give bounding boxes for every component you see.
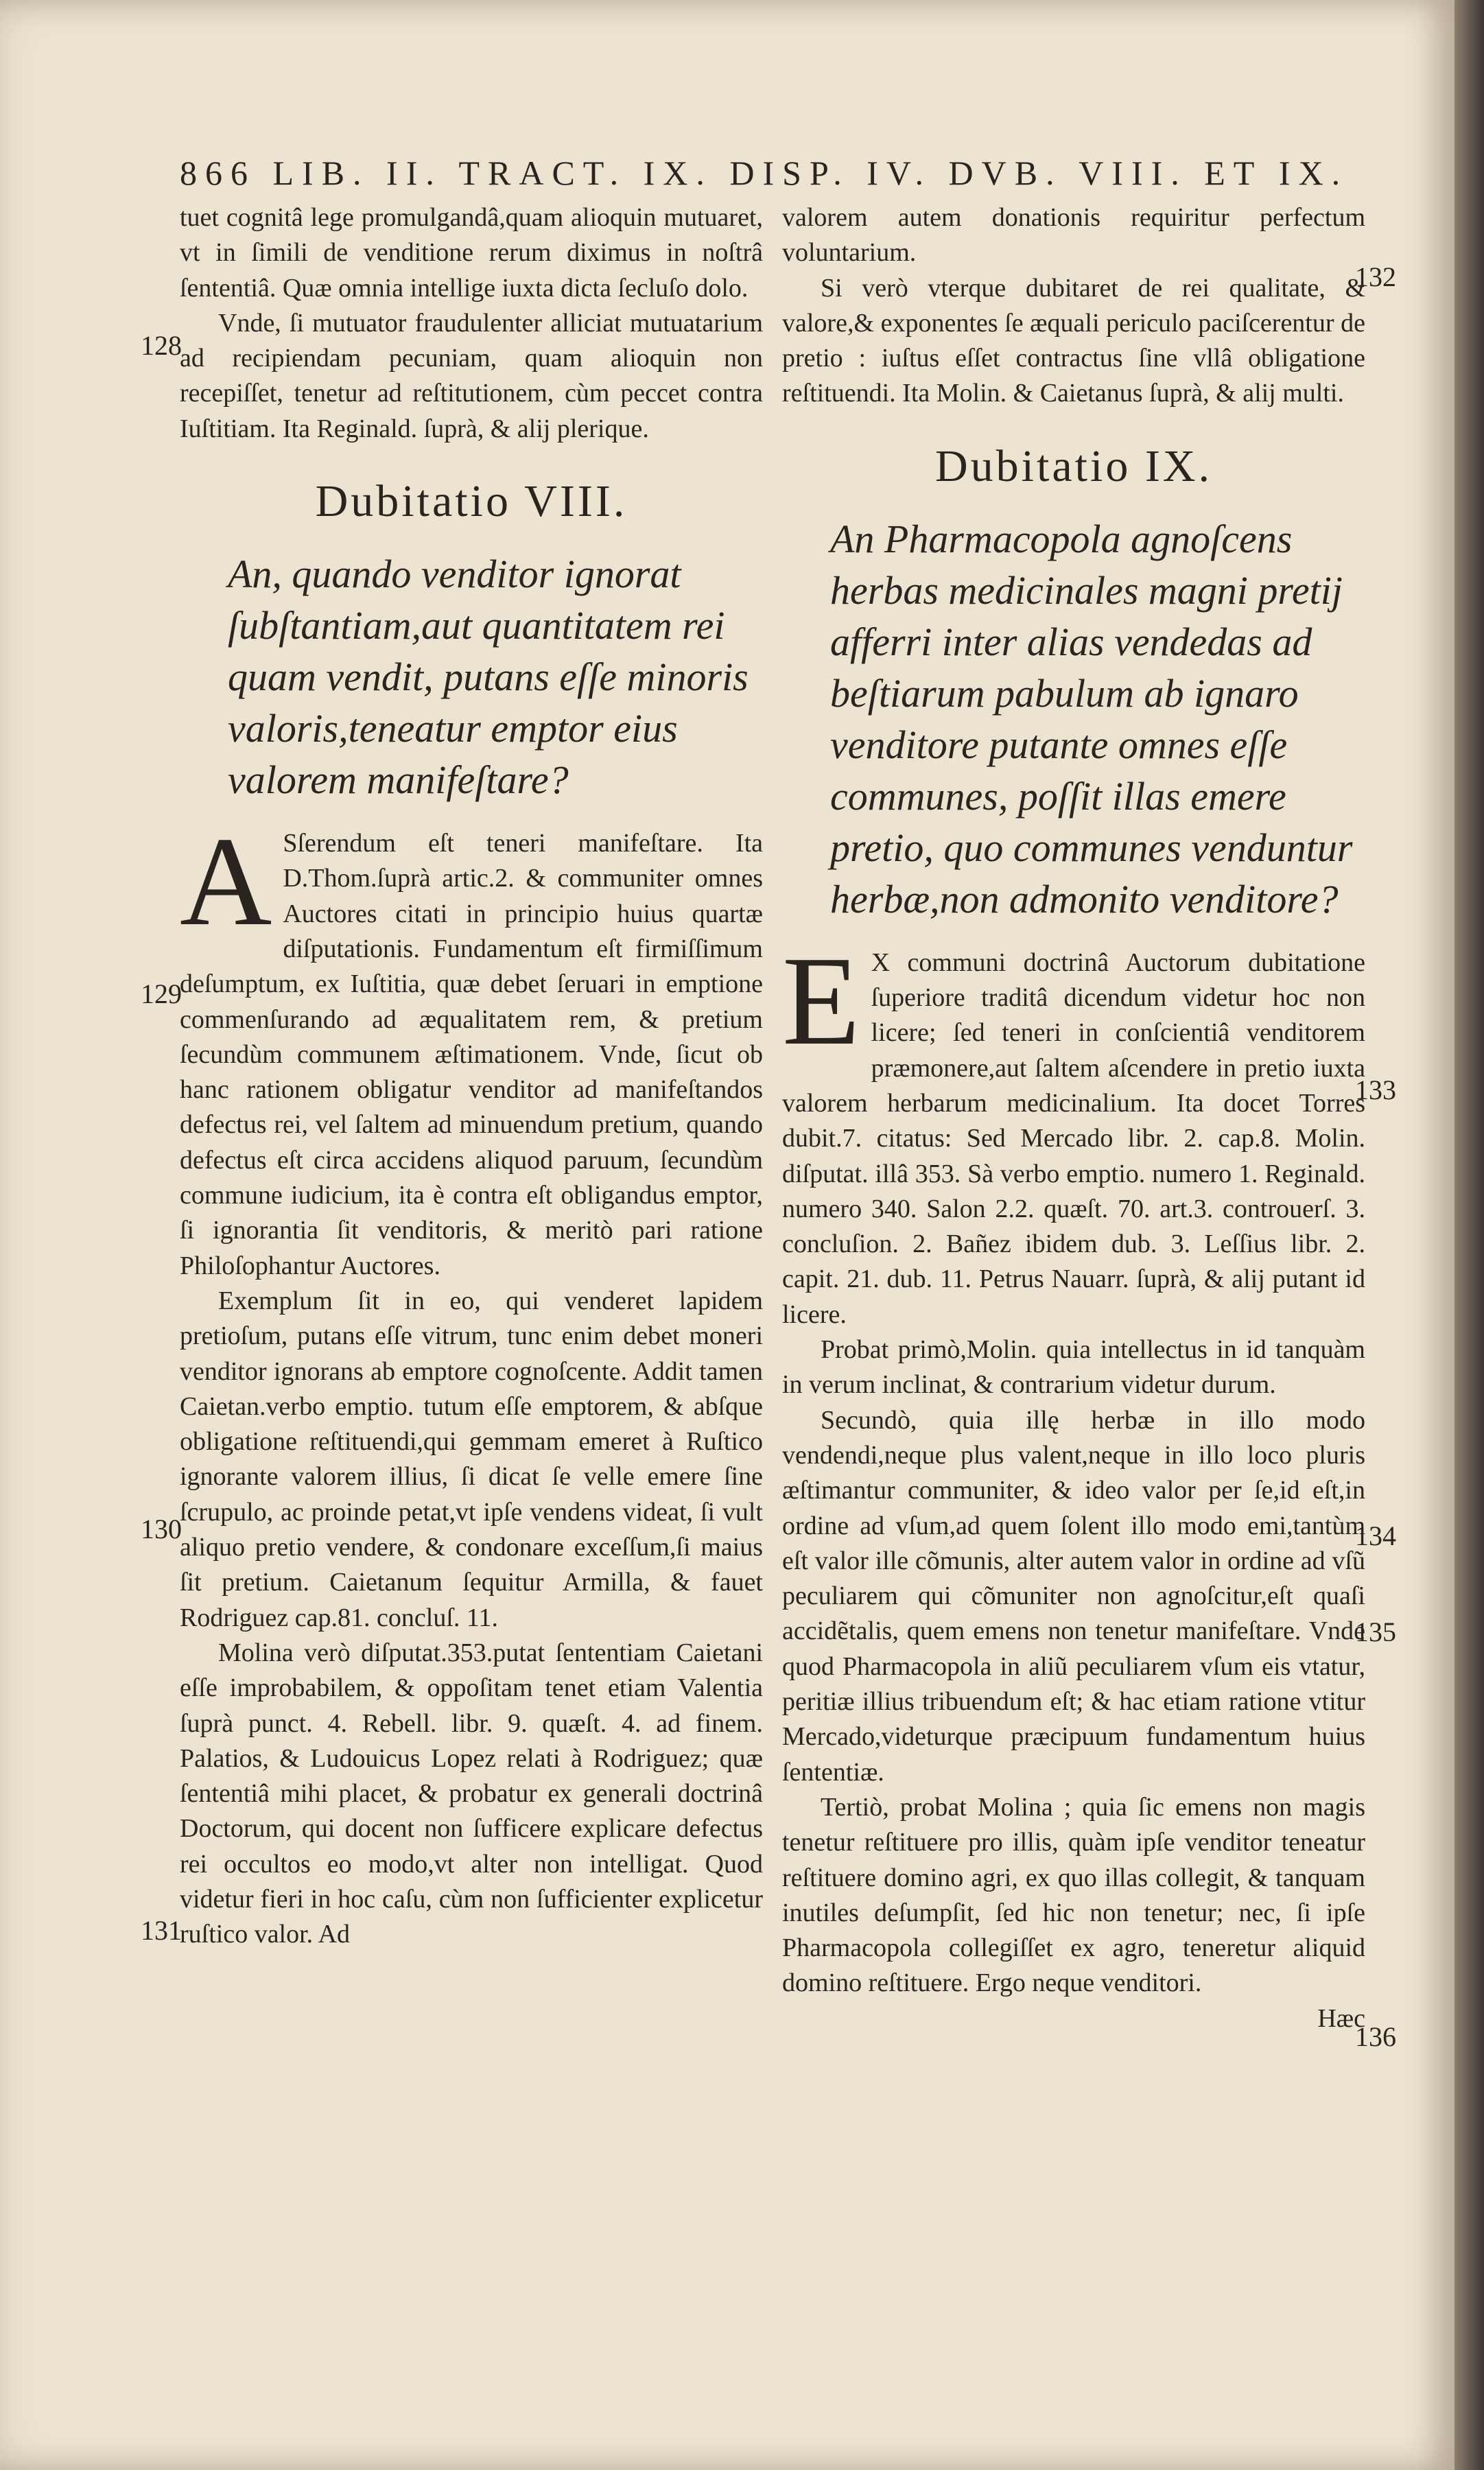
- catchword: Hæc: [1317, 2003, 1365, 2033]
- paragraph-131: Molina verò diſputat.353.putat ſententiam Caietani eſſe improbabilem, & oppoſitam tenet etiam Valentia ſuprà punct. 4. Rebell. libr. 9. quæſt. 4. ad finem. Palatios, & Ludouicus Lopez relati à Rodriguez; quæ ſententiâ mihi placet, & probatur ex generali doctrinâ Doctorum, qui docent non ſufficere explicare defectus rei occultos eo modo,vt alter non intelligat. Quod videtur fieri in hoc caſu, cùm non ſufficienter explicetur ruſtico valor. Ad: [180, 1638, 763, 1949]
- paragraph-135: Secundò, quia illę herbæ in illo modo vendendi,neque plus valent,neque in illo loco pluris æſtimantur communiter, & ideo valor per ſe,id eſt,in ordine ad vſum,ad quem ſolent illo modo emi,tantùm eſt valor ille cõmunis, alter autem valor in ordine ad vſũ peculiarem qui cõmuniter non agnoſcitur,eſt quaſi accidẽtalis, quem emens non tenetur manifeſtare. Vnde quod Pharmacopola in aliũ peculiarem vſum eis vtatur, peritiæ illius tribuendum eſt; & hac etiam ratione vtitur Mercado,videturque præcipuum fundamentum huius ſententiæ.: [782, 1405, 1365, 1787]
- paragraph-132: Si verò vterque dubitaret de rei qualitate, & valore,& exponentes ſe æquali periculo paciſcerentur de pretio : iuſtus eſſet contractus ſine vllâ obligatione reſtituendi. Ita Molin. & Caietanus ſuprà, & alij multi.: [782, 273, 1365, 408]
- drop-cap-initial: A: [180, 811, 272, 953]
- margin-number-128: 128: [141, 330, 182, 361]
- paragraph-continuation-right: valorem autem donationis requiritur perfectum voluntarium.: [782, 203, 1365, 268]
- paragraph-130: Exemplum ſit in eo, qui venderet lapidem pretioſum, putans eſſe vitrum, tunc enim debet moneri venditor ignorans ab emptore cognoſcente. Addit tamen Caietan.verbo emptio. tutum eſſe emptorem, & abſque obligatione reſtituendi,qui gemmam emeret à Ruſtico ignorante valorem illius, ſi dicat ſe velle emere ſine ſcrupulo, ac proinde petat,vt ipſe vendens videat, ſi vult aliquo pretio vendere, & condonare exceſſum,ſi maius ſit pretium. Caietanum ſequitur Armilla, & fauet Rodriguez cap.81. concluſ. 11.: [180, 1286, 763, 1632]
- paragraph-133-text: X communi doctrinâ Auctorum dubitatione ſuperiore traditâ dicendum videtur hoc non licere; ſed teneri in conſcientiâ venditorem præmonere,aut ſaltem aſcendere in pretio iuxta valorem herbarum medicinalium. Ita docet Torres dubit.7. citatus: Sed Mercado libr. 2. cap.8. Molin. diſputat. illâ 353. Sà verbo emptio. numero 1. Reginald. numero 340. Salon 2.2. quæſt. 70. art.3. controuerſ. 3. concluſion. 2. Bañez ibidem dub. 3. Leſſius libr. 2. capit. 21. dub. 11. Petrus Nauarr. ſuprà, & alij putant id licere.: [782, 948, 1365, 1329]
- section-heading-dubitatio-8: Dubitatio VIII.: [315, 476, 628, 527]
- margin-number-134: 134: [1355, 1520, 1396, 1551]
- margin-number-133: 133: [1355, 1074, 1396, 1105]
- drop-cap-initial: E: [782, 930, 860, 1072]
- margin-number-131: 131: [141, 1915, 182, 1946]
- right-column: [782, 200, 1365, 2036]
- left-column: [180, 200, 763, 1953]
- running-header: 866 LIB. II. TRACT. IX. DISP. IV. DVB. VIII. ET IX.: [180, 154, 1349, 192]
- paragraph-134: Probat primò,Molin. quia intellectus in id tanquàm in verum inclinat, & contrarium videtur durum.: [782, 1335, 1365, 1400]
- paragraph-128: Vnde, ſi mutuator fraudulenter alliciat mutuatarium ad recipiendam pecuniam, quam alioquin non recepiſſet, tenetur ad reſtitutionem, cùm peccet contra Iuſtitiam. Ita Reginald. ſuprà, & alij plerique.: [180, 308, 763, 443]
- paragraph-continuation: tuet cognitâ lege promulgandâ,quam alioquin mutuaret, vt in ſimili de venditione rerum diximus in noſtrâ ſententiâ. Quæ omnia intellige iuxta dicta ſecluſo dolo.: [180, 203, 763, 303]
- paragraph-129: [180, 811, 763, 1284]
- section-question-8: An, quando venditor ignorat ſubſtantiam,aut quantitatem rei quam vendit, putans eſſe minoris valoris,teneatur emptor eius valorem manifeſtare?: [228, 552, 749, 803]
- paragraph-136: Tertiò, probat Molina ; quia ſic emens non magis tenetur reſtituere pro illis, quàm ipſe venditor teneatur reſtituere domino agri, ex quo illas collegit, & tanquam inutiles deſumpſit, ſed hic non tenetur; nec, ſi ipſe Pharmacopola collegiſſet ex agro, teneretur aliquid domino reſtituere. Ergo neque venditori.: [782, 1792, 1365, 1998]
- page-edge-shadow: [1454, 0, 1484, 2470]
- paragraph-133: [782, 930, 1365, 1332]
- margin-number-135: 135: [1355, 1616, 1396, 1647]
- margin-number-136: 136: [1355, 2021, 1396, 2052]
- margin-number-132: 132: [1355, 261, 1396, 292]
- margin-number-129: 129: [141, 978, 182, 1009]
- section-heading-dubitatio-9: Dubitatio IX.: [935, 440, 1212, 491]
- paragraph-129-text: Sſerendum eſt teneri manifeſtare. Ita D.Thom.ſuprà artic.2. & communiter omnes Auctores citati in principio huius quartæ diſputationis. Fundamentum eſt firmiſſimum deſumptum, ex Iuſtitia, quæ debet ſeruari in emptione commenſurando ad æqualitatem rem, & pretium ſecundùm communem æſtimationem. Vnde, ſicut ob hanc rationem obligatur venditor ad manifeſtandos defectus rei, vel ſaltem ad minuendum pretium, quando defectus eſt circa accidens aliquod paruum, ſecundùm commune iudicium, ita è contra eſt obligandus emptor, ſi ignorantia ſit venditoris, & meritò pari ratione Philoſophantur Auctores.: [180, 829, 763, 1280]
- section-question-9: An Pharmacopola agnoſcens herbas medicinales magni pretij afferri inter alias vendedas ad beſtiarum pabulum ab ignaro venditore putante omnes eſſe communes, poſſit illas emere pretio, quo communes venduntur herbæ,non admonito venditore?: [830, 516, 1353, 921]
- margin-number-130: 130: [141, 1514, 182, 1544]
